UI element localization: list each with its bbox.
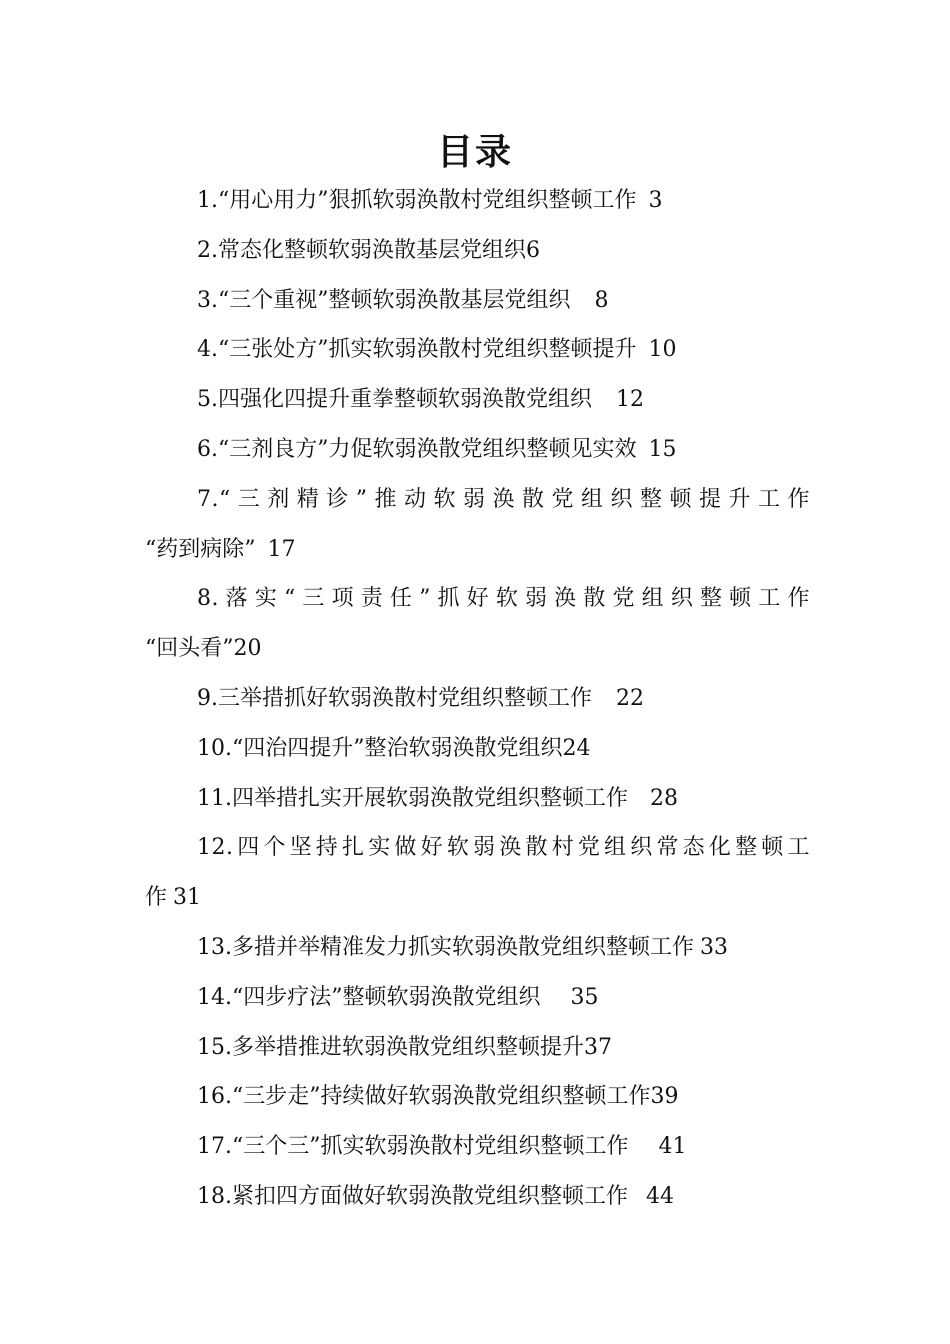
toc-entry-text: 15.多举措推进软弱涣散党组织整顿提升: [197, 1034, 584, 1060]
toc-entry-8[interactable]: [145, 574, 810, 674]
table-of-contents: [145, 176, 810, 1222]
toc-entry-page: 15: [648, 436, 677, 462]
toc-entry-page: 12: [616, 387, 644, 413]
toc-entry-text: 5.四强化四提升重拳整顿软弱涣散党组织: [197, 387, 592, 413]
toc-entry-page: 8: [594, 287, 609, 313]
toc-entry-page: 39: [650, 1084, 679, 1110]
toc-entry-2[interactable]: [145, 226, 810, 276]
toc-entry-text: 2.常态化整顿软弱涣散基层党组织: [197, 237, 526, 263]
toc-entry-17[interactable]: [145, 1122, 810, 1172]
toc-entry-14[interactable]: [145, 973, 810, 1023]
toc-entry-page: 24: [562, 735, 591, 761]
toc-entry-page: 17: [267, 536, 296, 562]
toc-entry-3[interactable]: [145, 276, 810, 326]
toc-entry-page: 22: [616, 685, 644, 711]
toc-entry-10[interactable]: [145, 724, 810, 774]
toc-entry-page: 37: [584, 1034, 612, 1060]
toc-entry-text: 18.紧扣四方面做好软弱涣散党组织整顿工作: [197, 1183, 628, 1209]
toc-entry-16[interactable]: [145, 1072, 810, 1122]
toc-entry-13[interactable]: [145, 923, 810, 973]
toc-entry-page: 41: [658, 1134, 687, 1160]
toc-entry-text: 3.“三个重视”整顿软弱涣散基层党组织: [197, 287, 571, 313]
toc-title: 目录: [436, 132, 513, 173]
toc-entry-12[interactable]: [145, 823, 810, 923]
toc-entry-page: 3: [648, 188, 663, 213]
toc-entry-text: 9.三举措抓好软弱涣散村党组织整顿工作: [197, 685, 592, 711]
toc-entry-5[interactable]: [145, 375, 810, 425]
toc-entry-9[interactable]: [145, 674, 810, 724]
toc-entry-4[interactable]: [145, 325, 810, 375]
toc-entry-1[interactable]: [145, 176, 810, 226]
toc-entry-text-line2: “回头看”: [145, 636, 234, 662]
toc-entry-text: 4.“三张处方”抓实软弱涣散村党组织整顿提升: [197, 337, 637, 363]
toc-entry-text: 6.“三剂良方”力促软弱涣散党组织整顿见实效: [197, 436, 637, 462]
toc-entry-text: 14.“四步疗法”整顿软弱涣散党组织: [197, 984, 541, 1010]
toc-entry-page: 33: [700, 934, 728, 960]
toc-entry-page: 20: [233, 636, 262, 662]
toc-entry-text-line1: 8.落实“三项责任”抓好软弱涣散党组织整顿工作: [197, 586, 810, 612]
toc-entry-page: 6: [526, 237, 540, 263]
toc-entry-page: 10: [648, 337, 677, 363]
toc-entry-page: 44: [646, 1183, 674, 1209]
toc-entry-page: 35: [570, 984, 599, 1010]
toc-entry-text-line1: 7.“三剂精诊”推动软弱涣散党组织整顿提升工作: [197, 486, 810, 512]
toc-entry-text: 17.“三个三”抓实软弱涣散村党组织整顿工作: [197, 1134, 629, 1160]
toc-entry-6[interactable]: [145, 425, 810, 475]
toc-entry-text: 11.四举措扎实开展软弱涣散党组织整顿工作: [197, 785, 628, 811]
toc-entry-7[interactable]: [145, 475, 810, 575]
toc-entry-18[interactable]: [145, 1172, 810, 1222]
toc-entry-text-line2: “药到病除”: [145, 536, 256, 562]
toc-entry-text: 16.“三步走”持续做好软弱涣散党组织整顿工作: [197, 1084, 651, 1110]
toc-entry-text: 10.“四治四提升”整治软弱涣散党组织: [197, 735, 563, 761]
toc-entry-15[interactable]: [145, 1023, 810, 1073]
toc-entry-text: 13.多措并举精准发力抓实软弱涣散党组织整顿工作: [197, 934, 694, 960]
toc-entry-text-line2: 作: [145, 885, 168, 911]
toc-entry-11[interactable]: [145, 774, 810, 824]
toc-entry-page: 28: [650, 785, 678, 811]
toc-entry-page: 31: [173, 885, 202, 911]
toc-entry-text-line1: 12.四个坚持扎实做好软弱涣散村党组织常态化整顿工: [197, 835, 810, 861]
toc-entry-text: 1.“用心用力”狠抓软弱涣散村党组织整顿工作: [197, 188, 637, 213]
